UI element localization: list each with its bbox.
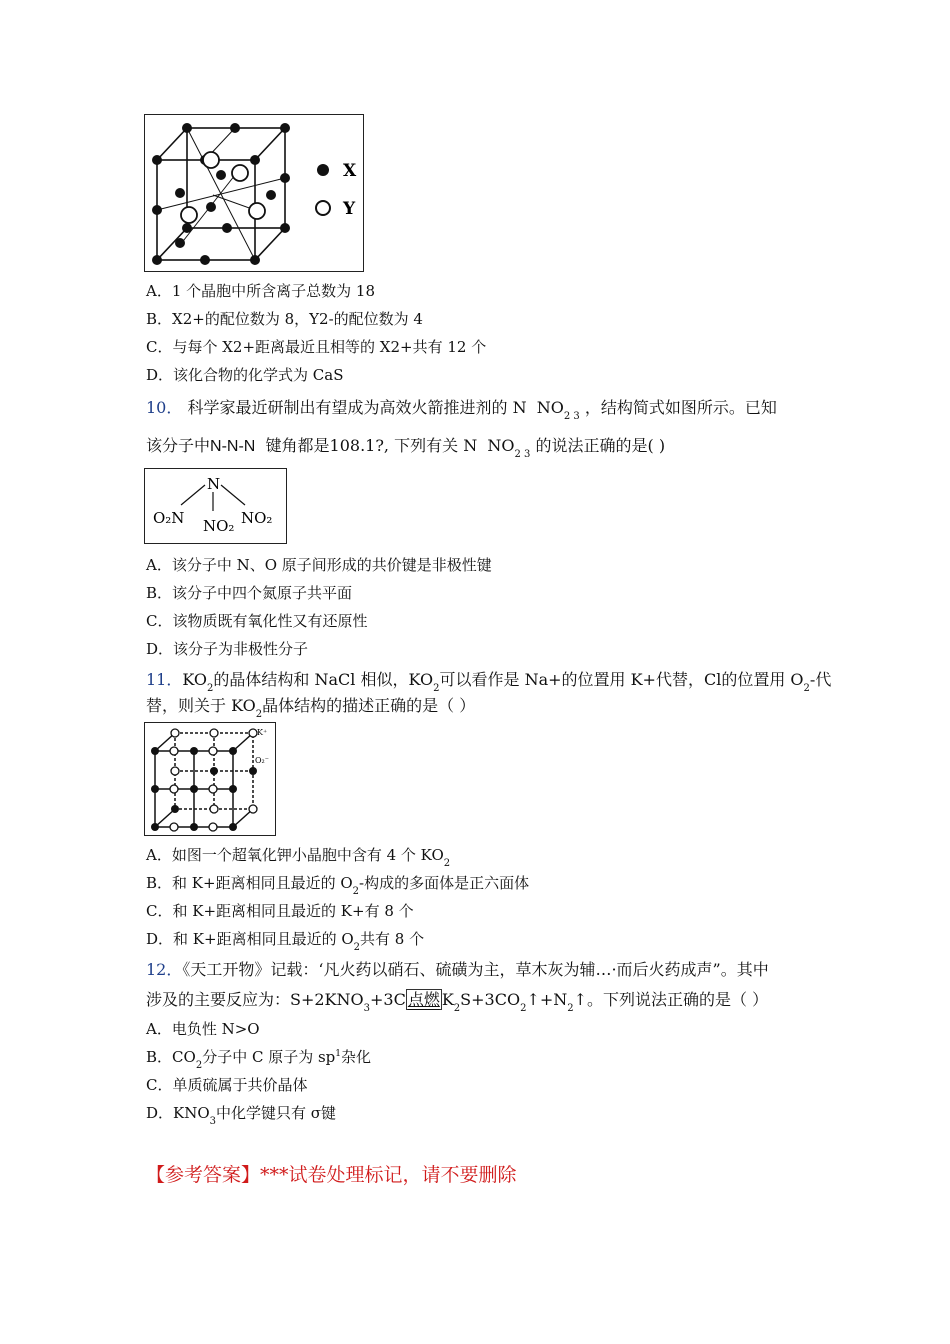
q10-stem-line1: 10． 科学家最近研制出有望成为高效火箭推进剂的 N $NO_{2 3}$ ，结构简式如图所示。已知 bbox=[146, 398, 777, 422]
label-o2n: O₂N bbox=[153, 509, 185, 527]
q10-stem-line2: 该分子中N-N-N 键角都是108.1?, 下列有关 N $NO_{2 3}$ 的说法正确的是( ) bbox=[146, 436, 666, 460]
q11-stem-line2: 替，则关于 $KO_2$晶体结构的描述正确的是（ ） bbox=[146, 696, 476, 720]
q11-number: 11． bbox=[146, 670, 183, 689]
q12-option-c: C．单质硫属于共价晶体 bbox=[146, 1076, 308, 1094]
q11-option-d: D．和 K+距离相同且最近的 $O_2$共有 8 个 bbox=[146, 930, 425, 953]
label-o2: O₂⁻ bbox=[255, 756, 269, 765]
q9-option-d: D．该化合物的化学式为 CaS bbox=[146, 366, 344, 384]
q10-option-c: C．该物质既有氧化性又有还原性 bbox=[146, 612, 368, 630]
label-n-top: N bbox=[207, 475, 221, 493]
crystal-figure-ko2 bbox=[144, 722, 276, 836]
q12-option-a: A．电负性 N>O bbox=[146, 1020, 260, 1038]
label-no2-right: NO₂ bbox=[241, 509, 273, 527]
q12-option-b: B．$CO_2$分子中 C 原子为 $sp^1$杂化 bbox=[146, 1048, 372, 1071]
q12-number: 12． bbox=[146, 960, 183, 979]
legend-y: Y bbox=[343, 199, 356, 219]
legend-x: X bbox=[343, 161, 357, 181]
label-k: K⁺ bbox=[257, 728, 268, 737]
q10-option-a: A．该分子中 N、O 原子间形成的共价键是非极性键 bbox=[146, 556, 492, 574]
q11-option-c: C．和 K+距离相同且最近的 K+有 8 个 bbox=[146, 902, 414, 920]
q9-option-b: B．X2+的配位数为 8，Y2-的配位数为 4 bbox=[146, 310, 423, 328]
label-no2-mid: NO₂ bbox=[203, 517, 235, 535]
answer-heading: 【参考答案】***试卷处理标记，请不要删除 bbox=[146, 1164, 517, 1186]
q10-option-b: B．该分子中四个氮原子共平面 bbox=[146, 584, 353, 602]
q12-option-d: D．$KNO_3$中化学键只有 σ键 bbox=[146, 1104, 337, 1127]
q11-option-b: B．和 K+距离相同且最近的 $O_2-$构成的多面体是正六面体 bbox=[146, 874, 530, 897]
q9-option-a: A．1 个晶胞中所含离子总数为 18 bbox=[146, 282, 376, 300]
structure-figure-nno2 bbox=[144, 468, 287, 544]
crystal-figure-xy bbox=[144, 114, 364, 272]
q12-stem-line2: 涉及的主要反应为：$S+2KNO_3+3C$ 点燃 $K_2S+3CO_2↑+N_2↑$。下列说法正确的是（ ） bbox=[146, 990, 769, 1014]
q12-stem-line1: 12．《天工开物》记载：‘凡火药以硝石、硫磺为主，草木灰为辅…·而后火药成声”。其中 bbox=[146, 960, 769, 979]
q11-stem-line1: 11．$KO_2$的晶体结构和 NaCl 相似，$KO_2$可以看作是 Na+的位置用 K+代替，Cl的位置用 $O_2-$代 bbox=[146, 670, 832, 694]
q10-option-d: D．该分子为非极性分子 bbox=[146, 640, 309, 658]
reaction-condition: 点燃 bbox=[407, 990, 440, 1009]
q10-formula: N $NO_{2 3}$ bbox=[512, 398, 580, 422]
q9-option-c: C．与每个 X2+距离最近且相等的 X2+共有 12 个 bbox=[146, 338, 487, 356]
q11-option-a: A．如图一个超氧化钾小晶胞中含有 4 个 $KO_2$ bbox=[146, 846, 451, 869]
q10-number: 10． bbox=[146, 398, 183, 417]
